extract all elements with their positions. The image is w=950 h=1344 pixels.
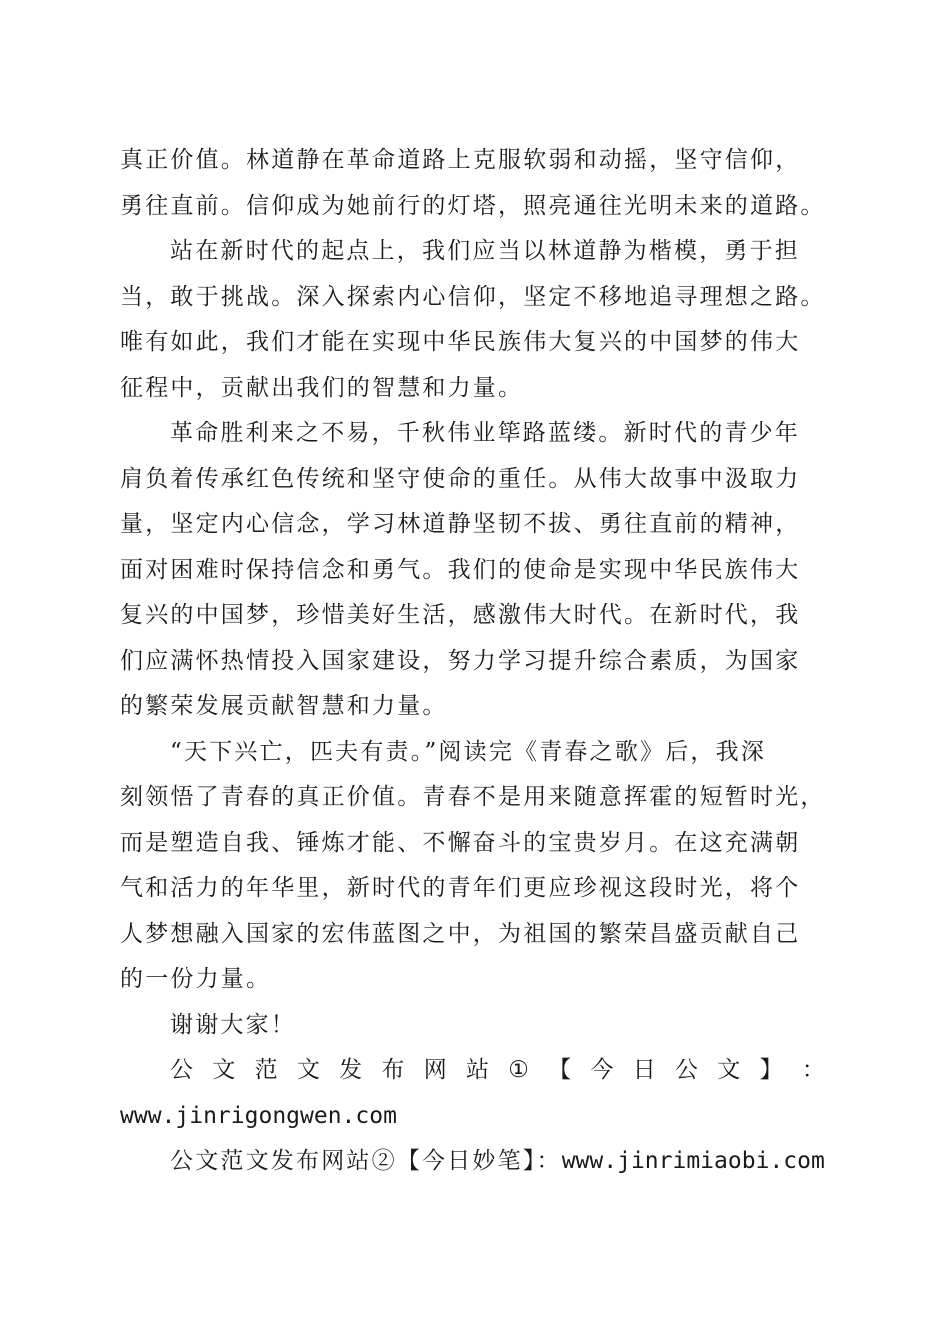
text-line: 肩负着传承红色传统和坚守使命的重任。从伟大故事中汲取力	[120, 465, 801, 492]
label-char: ：	[801, 1057, 825, 1083]
text-line: 站在新时代的起点上，我们应当以林道静为楷模，勇于担	[170, 238, 800, 264]
label-char: 】	[759, 1057, 783, 1083]
site-2-label: 公文范文发布网站②【今日妙笔】：	[170, 1148, 562, 1174]
closing-text: 谢谢大家！	[170, 1011, 296, 1038]
text-line: 们应满怀热情投入国家建设，努力学习提升综合素质，为国家	[120, 647, 801, 674]
label-char: 文	[212, 1057, 236, 1083]
text-line: 人梦想融入国家的宏伟蓝图之中，为祖国的繁荣昌盛贡献自己	[120, 920, 801, 947]
label-char: 日	[632, 1057, 656, 1083]
label-char: 布	[381, 1057, 405, 1083]
paragraph-3	[120, 411, 825, 730]
text-line: “天下兴亡，匹夫有责。”阅读完《青春之歌》后，我深	[170, 738, 767, 765]
site-1-url: www.jinrigongwen.com	[120, 1102, 397, 1129]
site-2-line	[120, 1139, 825, 1185]
paragraph-1	[120, 138, 825, 229]
label-char: 公	[170, 1057, 193, 1083]
document-body	[120, 138, 825, 1185]
label-char: 【	[548, 1057, 572, 1083]
text-line: 革命胜利来之不易，千秋伟业筚路蓝缕。新时代的青少年	[170, 420, 800, 446]
footer-site-1	[120, 1048, 825, 1139]
closing-paragraph	[120, 1003, 825, 1049]
text-line: 量，坚定内心信念，学习林道静坚韧不拔、勇往直前的精神，	[120, 511, 801, 537]
label-char: 范	[254, 1057, 278, 1083]
text-line: 的一份力量。	[120, 966, 272, 992]
footer-site-2	[120, 1139, 825, 1185]
text-line: 复兴的中国梦，珍惜美好生活，感激伟大时代。在新时代，我	[120, 602, 801, 628]
text-line: 真正价值。林道静在革命道路上克服软弱和动摇，坚守信仰，	[120, 147, 801, 173]
text-line: 征程中，贡献出我们的智慧和力量。	[120, 374, 524, 401]
label-char: ①	[508, 1057, 529, 1083]
site-2-url: www.jinrimiaobi.com	[561, 1148, 825, 1174]
label-char: 站	[465, 1057, 489, 1083]
text-line: 的繁荣发展贡献智慧和力量。	[120, 693, 448, 719]
text-line: 气和活力的年华里，新时代的青年们更应珍视这段时光，将个	[120, 875, 801, 901]
text-line: 面对困难时保持信念和勇气。我们的使命是实现中华民族伟大	[120, 556, 801, 583]
paragraph-4	[120, 730, 825, 1003]
text-line: 勇往直前。信仰成为她前行的灯塔，照亮通往光明未来的道路。	[120, 192, 826, 219]
label-char: 公	[675, 1057, 698, 1083]
site-1-label	[120, 1048, 825, 1094]
label-char: 网	[423, 1057, 447, 1083]
text-line: 而是塑造自我、锤炼才能、不懈奋斗的宝贵岁月。在这充满朝	[120, 829, 801, 856]
paragraph-2	[120, 229, 825, 411]
text-line: 当，敢于挑战。深入探索内心信仰，坚定不移地追寻理想之路。	[120, 283, 826, 310]
text-line: 唯有如此，我们才能在实现中华民族伟大复兴的中国梦的伟大	[120, 329, 801, 355]
label-char: 文	[717, 1057, 741, 1083]
text-line: 刻领悟了青春的真正价值。青春不是用来随意挥霍的短暂时光，	[120, 784, 826, 810]
label-char: 文	[296, 1057, 320, 1083]
label-char: 发	[339, 1057, 363, 1083]
label-char: 今	[590, 1057, 614, 1083]
